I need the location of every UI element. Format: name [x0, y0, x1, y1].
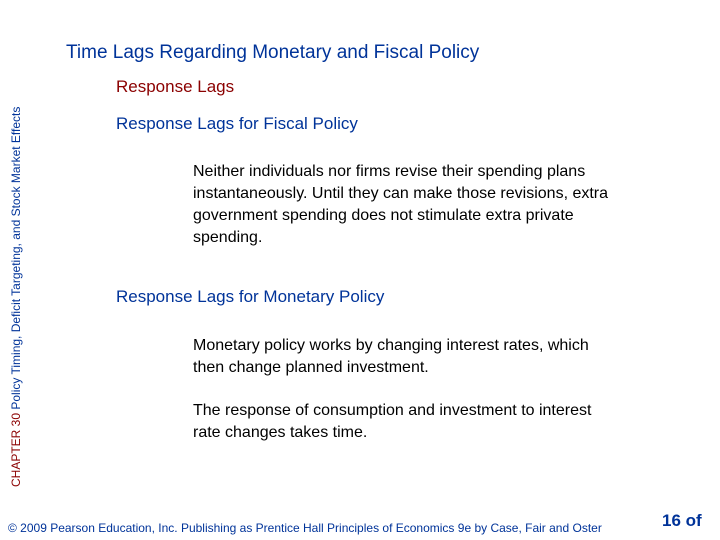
section-title: Response Lags — [116, 77, 235, 96]
chapter-number: CHAPTER 30 — [9, 412, 23, 487]
chapter-title: Policy Timing, Deficit Targeting, and Stock Market Effects — [9, 106, 23, 410]
fiscal-policy-paragraph: Neither individuals nor firms revise their spending plans instantaneously. Until they can make those revisions, extra government spending does not stimulate extra private spending. — [193, 163, 609, 246]
footer-copyright: © 2009 Pearson Education, Inc. Publishing as Prentice Hall — [8, 521, 324, 535]
fiscal-policy-heading: Response Lags for Fiscal Policy — [116, 114, 358, 133]
chapter-side-label — [8, 67, 24, 487]
monetary-policy-paragraph-2: The response of consumption and investment to interest rate changes takes time. — [193, 402, 592, 441]
monetary-policy-heading: Response Lags for Monetary Policy — [116, 287, 385, 306]
page-number: 16 of — [662, 511, 702, 530]
monetary-policy-paragraph-1: Monetary policy works by changing interest rates, which then change planned investment. — [193, 337, 589, 376]
slide-title: Time Lags Regarding Monetary and Fiscal Policy — [66, 42, 480, 63]
footer — [8, 521, 602, 535]
footer-book: Principles of Economics 9e by Case, Fair and Oster — [327, 521, 602, 535]
